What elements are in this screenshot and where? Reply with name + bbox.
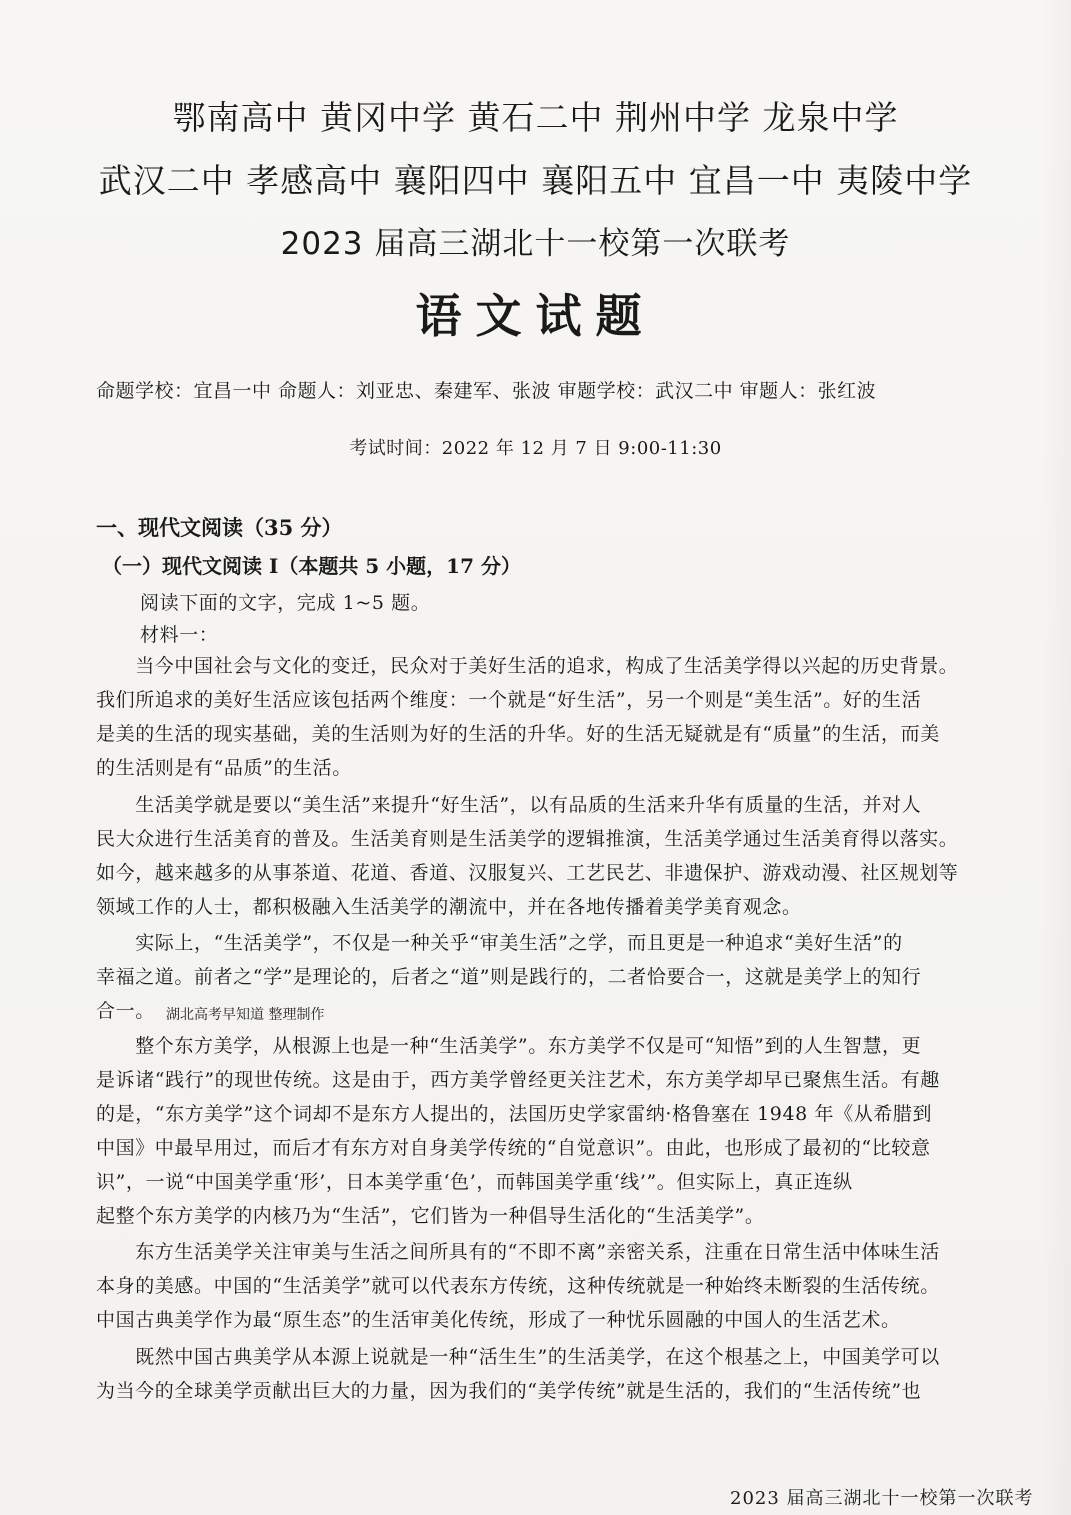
instruction-text: 阅读下面的文字，完成 1~5 题。 — [140, 592, 431, 614]
text-line: 生活美学就是要以“美生活”来提升“好生活”，以有品质的生活来升华有质量的生活，并对人 — [96, 794, 922, 816]
exam-name: 2023 届高三湖北十一校第一次联考 — [280, 226, 791, 262]
section-title: 一、现代文阅读（35 分） — [96, 515, 343, 540]
text-line: 幸福之道。前者之“学”是理论的，后者之“道”则是践行的，二者恰要合一，这就是美学上的知行 — [96, 966, 922, 988]
scan-edge-shadow — [1041, 0, 1071, 1515]
subsection-title: （一）现代文阅读 I（本题共 5 小题，17 分） — [102, 554, 521, 578]
text-line: 既然中国古典美学从本源上说就是一种“活生生”的生活美学，在这个根基之上，中国美学可以 — [96, 1346, 940, 1368]
authors-line: 命题学校：宜昌一中 命题人：刘亚忠、秦建军、张波 审题学校：武汉二中 审题人：张红波 — [96, 380, 877, 402]
text-line: 我们所追求的美好生活应该包括两个维度：一个就是“好生活”，另一个则是“美生活”。好的生活 — [96, 689, 922, 711]
text-line: 为当今的全球美学贡献出巨大的力量，因为我们的“美学传统”就是生活的，我们的“生活传统”也 — [96, 1380, 922, 1402]
text-line: 实际上，“生活美学”，不仅是一种关乎“审美生活”之学，而且更是一种追求“美好生活”的 — [96, 932, 903, 954]
text-line: 领域工作的人士，都积极融入生活美学的潮流中，并在各地传播着美学美育观念。 — [96, 896, 802, 918]
text-line: 的是，“东方美学”这个词却不是东方人提出的，法国历史学家雷纳·格鲁塞在 1948 年《从希腊到 — [96, 1103, 933, 1125]
material-label: 材料一： — [140, 624, 219, 646]
schools-line-2: 武汉二中 孝感高中 襄阳四中 襄阳五中 宜昌一中 夷陵中学 — [98, 161, 973, 200]
text-line: 本身的美感。中国的“生活美学”就可以代表东方传统，这种传统就是一种始终未断裂的生活传统。 — [96, 1275, 940, 1297]
text-line: 起整个东方美学的内核乃为“生活”，它们皆为一种倡导生活化的“生活美学”。 — [96, 1205, 765, 1227]
page-footer: 2023 届高三湖北十一校第一次联考 — [730, 1488, 1034, 1509]
text-line: 是美的生活的现实基础，美的生活则为好的生活的升华。好的生活无疑就是有“质量”的生活，而美 — [96, 723, 940, 745]
text-line: 合一。 — [96, 1000, 155, 1022]
text-line: 当今中国社会与文化的变迁，民众对于美好生活的追求，构成了生活美学得以兴起的历史背景。 — [96, 655, 959, 677]
text-line: 民大众进行生活美育的普及。生活美育则是生活美学的逻辑推演，生活美学通过生活美育得以落实。 — [96, 828, 959, 850]
text-line: 中国》中最早用过，而后才有东方对自身美学传统的“自觉意识”。由此，也形成了最初的“比较意 — [96, 1137, 931, 1159]
exam-time: 考试时间：2022 年 12 月 7 日 9:00-11:30 — [349, 438, 722, 459]
text-line: 中国古典美学作为最“原生态”的生活审美化传统，形成了一种忧乐圆融的中国人的生活艺术。 — [96, 1309, 901, 1331]
text-line: 是诉诸“践行”的现世传统。这是由于，西方美学曾经更关注艺术，东方美学却早已聚焦生活。有趣 — [96, 1069, 940, 1091]
text-line: 如今，越来越多的从事茶道、花道、香道、汉服复兴、工艺民艺、非遗保护、游戏动漫、社区规划等 — [96, 862, 959, 884]
text-line: 的生活则是有“品质”的生活。 — [96, 757, 352, 779]
watermark-text: 湖北高考早知道 整理制作 — [166, 1007, 325, 1023]
text-line: 东方生活美学关注审美与生活之间所具有的“不即不离”亲密关系，注重在日常生活中体味生活 — [96, 1241, 940, 1263]
subject-title: 语文试题 — [415, 289, 656, 343]
text-line: 整个东方美学，从根源上也是一种“生活美学”。东方美学不仅是可“知悟”到的人生智慧，更 — [96, 1035, 922, 1057]
text-line: 识”，一说“中国美学重‘形’，日本美学重‘色’，而韩国美学重‘线’”。但实际上，真正连纵 — [96, 1171, 853, 1193]
schools-line-1: 鄂南高中 黄冈中学 黄石二中 荆州中学 龙泉中学 — [172, 98, 899, 137]
